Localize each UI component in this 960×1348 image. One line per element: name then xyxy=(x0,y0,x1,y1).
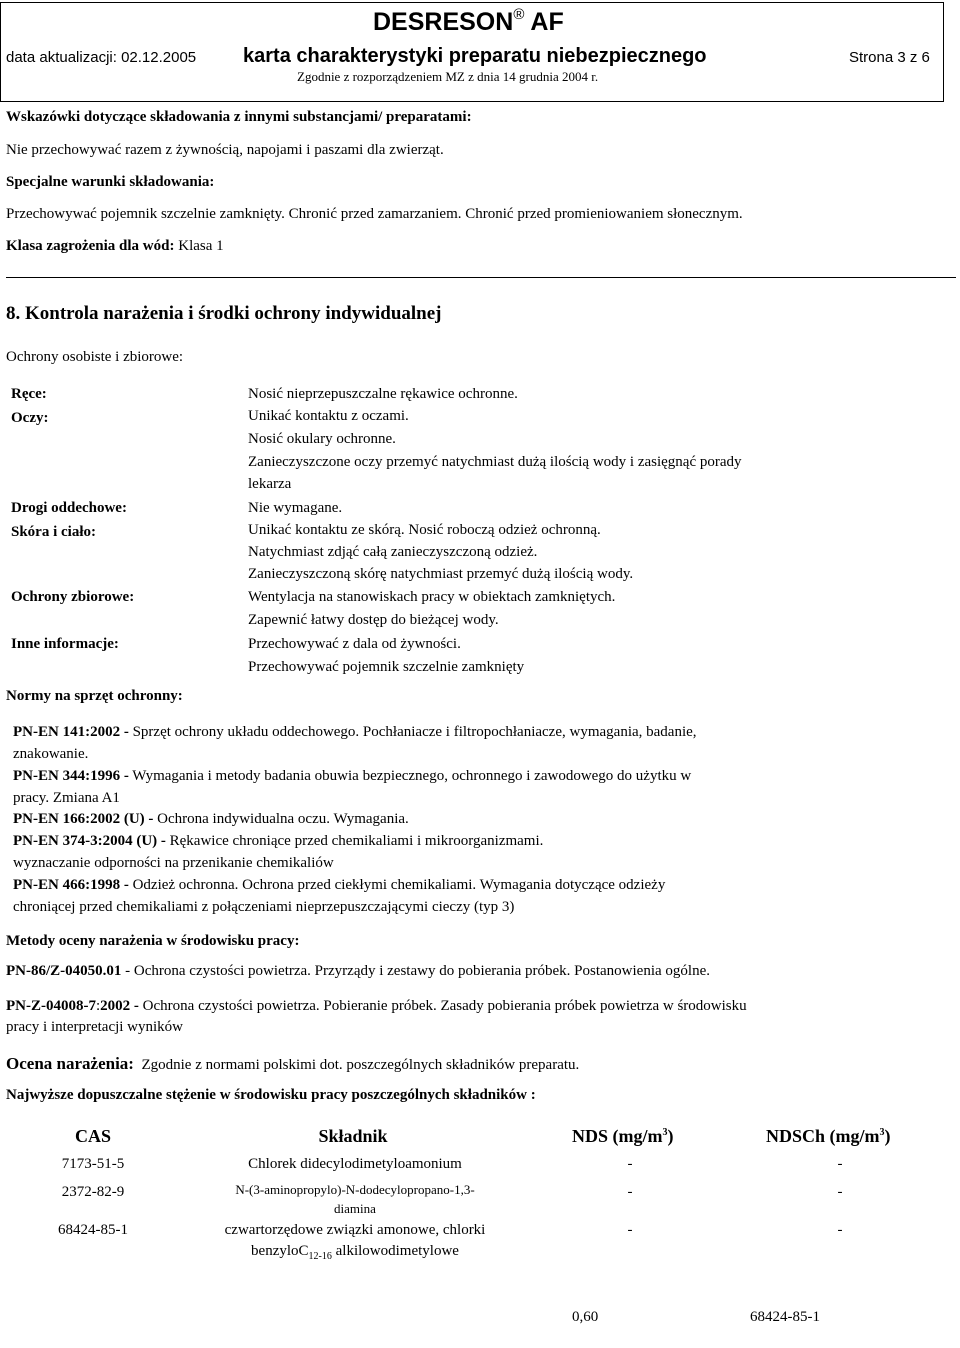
storage-other-heading: Wskazówki dotyczące składowania z innymi substancjami/ preparatami: xyxy=(6,109,472,125)
protection-line: Nosić okulary ochronne. xyxy=(248,431,396,447)
norm-item-cont: chroniącej przed chemikaliami z połączeniami nieprzepuszczającymi cieczy (typ 3) xyxy=(13,899,515,915)
protection-line: Przechowywać z dala od żywności. xyxy=(248,636,461,652)
protection-line: Zanieczyszczoną skórę natychmiast przemyć dużą ilością wody. xyxy=(248,566,634,582)
cell-component-cont: diamina xyxy=(334,1201,376,1216)
water-hazard-value: Klasa 1 xyxy=(178,238,224,254)
norm-item: PN-EN 344:1996 - Wymagania i metody badania obuwia bezpiecznego, ochronnego i zawodowego do użytku w xyxy=(13,768,692,784)
assessment-label: Ocena narażenia: xyxy=(6,1054,134,1073)
storage-special-text: Przechowywać pojemnik szczelnie zamknięty. Chronić przed zamarzaniem. Chronić przed promieniowaniem słonecznym. xyxy=(6,206,743,222)
protection-line: Nosić nieprzepuszczalne rękawice ochronne. xyxy=(248,386,518,402)
label-hands: Ręce: xyxy=(11,386,47,402)
methods-heading: Metody oceny narażenia w środowisku pracy: xyxy=(6,933,300,949)
protection-line: Wentylacja na stanowiskach pracy w obiektach zamkniętych. xyxy=(248,589,616,605)
cell-cas: 68424-85-1 xyxy=(58,1222,128,1238)
update-date: data aktualizacji: 02.12.2005 xyxy=(6,49,197,66)
cell-component-cont: benzyloC$_{12-16}$ alkilowodimetylowe xyxy=(251,1243,459,1262)
cell-ndsch: - xyxy=(837,1222,843,1238)
label-norms: Normy na sprzęt ochronny: xyxy=(6,688,183,704)
document-title: karta charakterystyki preparatu niebezpiecznego xyxy=(243,45,707,67)
cell-cas: 2372-82-9 xyxy=(61,1184,125,1200)
cell-nds: - xyxy=(627,1156,633,1172)
water-hazard-label: Klasa zagrożenia dla wód: xyxy=(6,238,175,254)
label-respiratory: Drogi oddechowe: xyxy=(11,500,127,516)
cell-ndsch: - xyxy=(837,1184,843,1200)
section-8-title: 8. Kontrola narażenia i środki ochrony indywidualnej xyxy=(6,303,442,324)
regulation-note: Zgodnie z rozporządzeniem MZ z dnia 14 grudnia 2004 r. xyxy=(297,69,599,84)
label-skin: Skóra i ciało: xyxy=(11,524,96,540)
protection-line: Unikać kontaktu z oczami. xyxy=(248,408,409,424)
method-item: PN-Z-04008-7:2002 - Ochrona czystości powietrza. Pobieranie próbek. Zasady pobierania próbek powietrza w środowisku xyxy=(6,998,747,1014)
col-header-component: Składnik xyxy=(318,1126,388,1146)
footer-cas: 68424-85-1 xyxy=(750,1309,820,1325)
protection-line: lekarza xyxy=(248,476,292,492)
protection-line: Przechowywać pojemnik szczelnie zamknięty xyxy=(248,659,525,675)
method-item-cont: pracy i interpretacji wyników xyxy=(6,1019,184,1035)
cell-ndsch: - xyxy=(837,1156,843,1172)
protection-line: Unikać kontaktu ze skórą. Nosić roboczą odzież ochronną. xyxy=(248,522,601,538)
norm-item: PN-EN 466:1998 - Odzież ochronna. Ochrona przed ciekłymi chemikaliami. Wymagania dotyczące odzieży xyxy=(13,877,666,893)
cell-cas: 7173-51-5 xyxy=(61,1156,125,1172)
norm-item: PN-EN 141:2002 - Sprzęt ochrony układu oddechowego. Pochłaniacze i filtropochłaniacze, wymagania, badanie, xyxy=(13,724,697,740)
norm-item: PN-EN 374-3:2004 (U) - Rękawice chroniące przed chemikaliami i mikroorganizmami. xyxy=(13,833,544,849)
footer-value: 0,60 xyxy=(572,1309,599,1325)
col-header-cas: CAS xyxy=(74,1126,111,1146)
protection-line: Nie wymagane. xyxy=(248,500,343,516)
protection-line: Zapewnić łatwy dostęp do bieżącej wody. xyxy=(248,612,499,628)
section-8-subtitle: Ochrony osobiste i zbiorowe: xyxy=(6,349,184,365)
cell-component: Chlorek didecylodimetyloamonium xyxy=(248,1156,462,1172)
cell-nds: - xyxy=(627,1184,633,1200)
label-eyes: Oczy: xyxy=(11,410,49,426)
storage-other-text: Nie przechowywać razem z żywnością, napojami i paszami dla zwierząt. xyxy=(6,142,444,158)
label-other-info: Inne informacje: xyxy=(11,636,119,652)
protection-line: Natychmiast zdjąć całą zanieczyszczoną odzież. xyxy=(248,544,538,560)
limits-heading: Najwyższe dopuszczalne stężenie w środowisku pracy poszczególnych składników : xyxy=(6,1087,536,1103)
storage-special-heading: Specjalne warunki składowania: xyxy=(6,174,215,190)
product-name: DESRESON® AF xyxy=(373,5,564,36)
norm-item-cont: znakowanie. xyxy=(13,746,89,762)
cell-nds: - xyxy=(627,1222,633,1238)
registered-mark: ® xyxy=(513,5,525,23)
col-header-nds: NDS $(mg/m^3)$ xyxy=(572,1126,674,1146)
protection-line: Zanieczyszczone oczy przemyć natychmiast dużą ilością wody i zasięgnąć porady xyxy=(248,454,742,470)
assessment-text: Zgodnie z normami polskimi dot. poszczególnych składników preparatu. xyxy=(141,1057,580,1073)
section-divider xyxy=(6,277,956,278)
norm-item-cont: wyznaczanie odporności na przenikanie chemikaliów xyxy=(13,855,334,871)
norm-item: PN-EN 166:2002 (U) - Ochrona indywidualna oczu. Wymagania. xyxy=(13,811,409,827)
col-header-ndsch: NDSCh $(mg/m^3)$ xyxy=(766,1126,891,1146)
assessment xyxy=(6,1054,579,1074)
page-number: Strona 3 z 6 xyxy=(849,49,930,66)
norm-item-cont: pracy. Zmiana A1 xyxy=(13,790,120,806)
water-hazard-class xyxy=(6,238,224,255)
cell-component: N-(3-aminopropylo)-N-dodecylopropano-1,3- xyxy=(235,1182,475,1197)
cell-component: czwartorzędowe związki amonowe, chlorki xyxy=(224,1222,486,1238)
label-collective: Ochrony zbiorowe: xyxy=(11,589,135,605)
method-item: PN-86/Z-04050.01 - Ochrona czystości powietrza. Przyrządy i zestawy do pobierania próbek. Postanowienia ogólne. xyxy=(6,963,710,979)
